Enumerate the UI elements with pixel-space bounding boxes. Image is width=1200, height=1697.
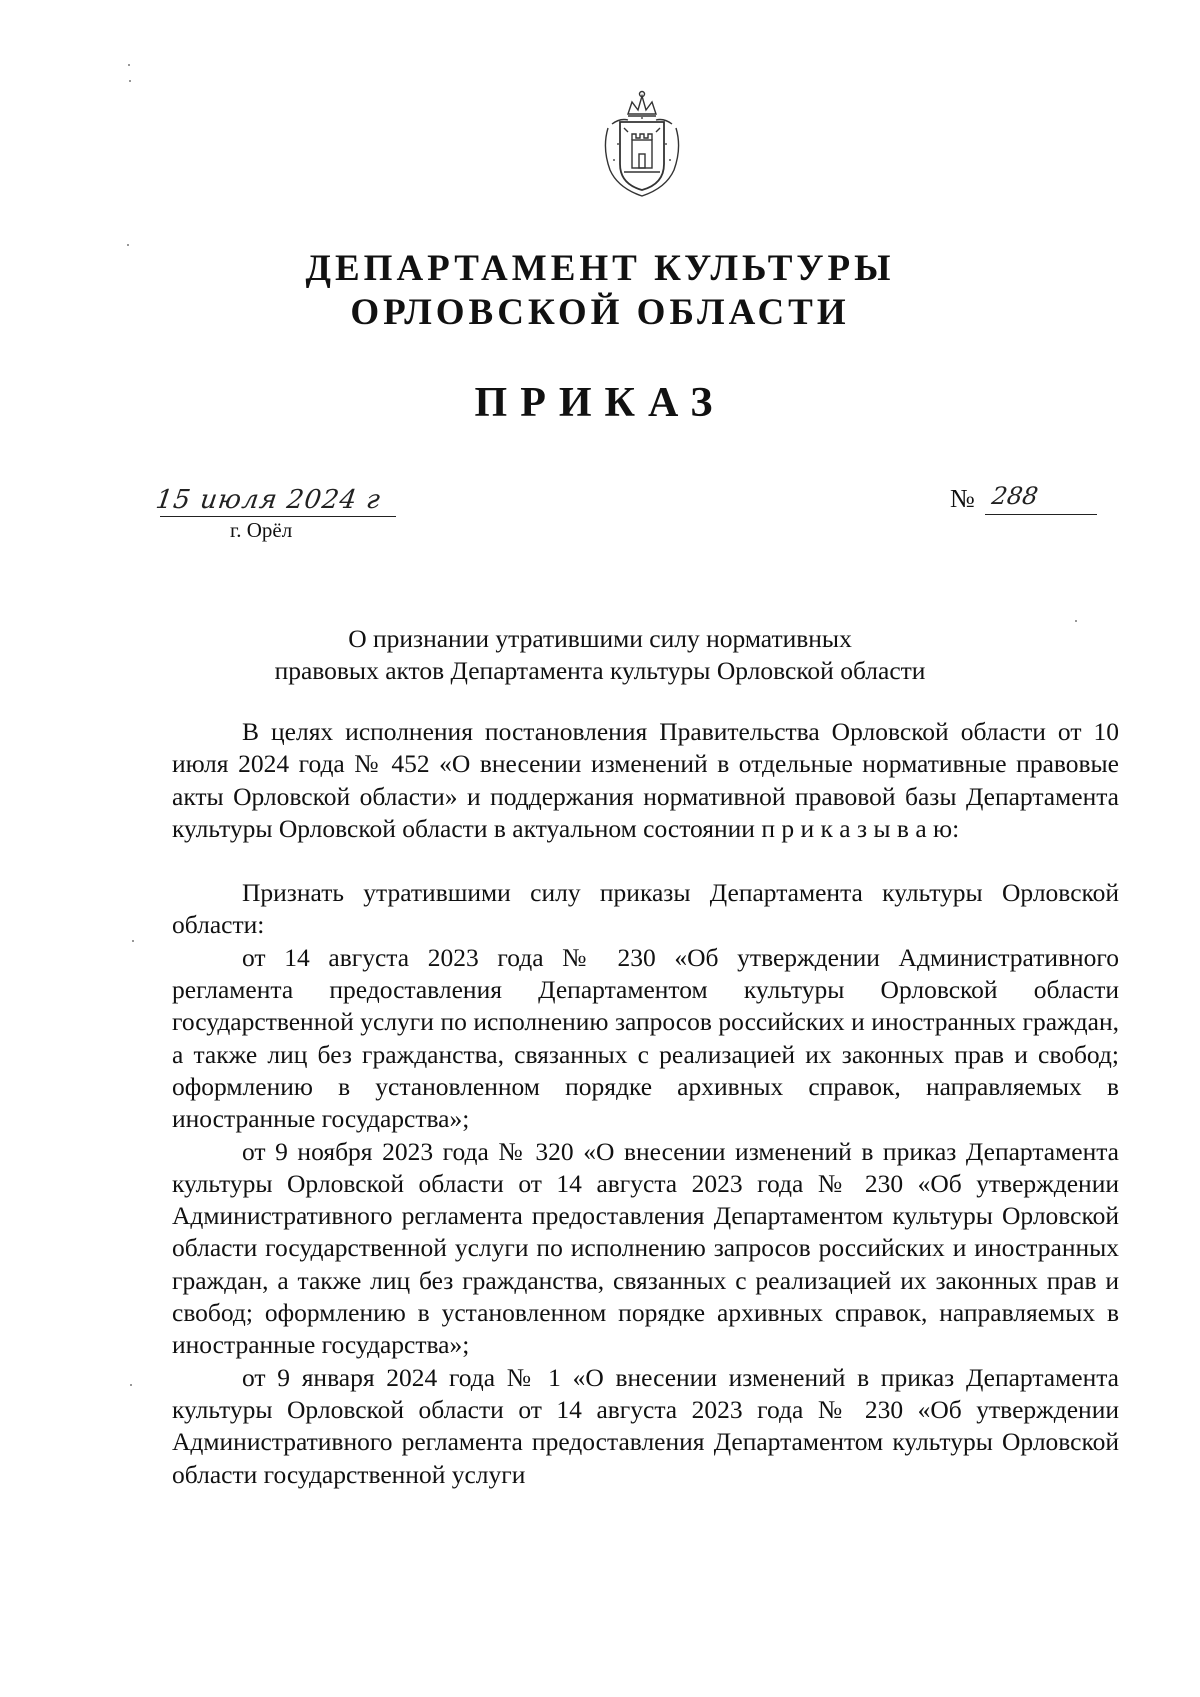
coat-of-arms-icon: [598, 88, 686, 200]
preamble-text: В целях исполнения постановления Правительства Орловской области от 10 июля 2024 года № 452 «О внесении изменений в отдельные нормативные правовые акты Орловской области» и поддержания нормативной правовой базы Департамента культуры Орловской области в актуальном состоянии: [172, 717, 1119, 843]
department-name-line-2: ОРЛОВСКОЙ ОБЛАСТИ: [350, 292, 850, 333]
document-subject: [200, 623, 1000, 687]
document-body: [172, 716, 1119, 1491]
subject-line-1: О признании утратившими силу нормативных: [348, 624, 852, 653]
scan-speck: [132, 940, 134, 942]
department-name-line-1: ДЕПАРТАМЕНТ КУЛЬТУРЫ: [305, 248, 895, 289]
number-label: №: [950, 484, 975, 513]
decision-paragraph: Признать утратившими силу приказы Департамента культуры Орловской области:: [172, 878, 1119, 940]
repealed-order-2: от 9 ноября 2023 года № 320 «О внесении изменений в приказ Департамента культуры Орловской области от 14 августа 2023 года № 230 «Об утверждении Административного регламента предоставления Департаментом культуры Орловской области государственной услуги по исполнению запросов российских и иностранных граждан, а также лиц без гражданства, связанных с реализацией их законных прав и свобод; оформлению в установленном порядке архивных справок, направляемых в иностранные государства»;: [172, 1136, 1119, 1360]
scan-speck: [127, 244, 129, 246]
date-underline: [160, 516, 396, 517]
repealed-order-1: от 14 августа 2023 года № 230 «Об утверждении Административного регламента предоставления Департаментом культуры Орловской области государственной услуги по исполнению запросов российских и иностранных граждан, а также лиц без гражданства, связанных с реализацией их законных прав и свобод; оформлению в установленном порядке архивных справок, направляемых в иностранные государства»;: [172, 942, 1119, 1134]
scan-speck: [128, 64, 130, 66]
city-label: г. Орёл: [230, 518, 293, 542]
number-underline: [985, 514, 1097, 515]
scan-speck: [1075, 620, 1077, 622]
order-verb: п р и к а з ы в а ю:: [761, 813, 960, 843]
handwritten-date: 15 июля 2024 г: [153, 485, 383, 515]
repealed-order-3: от 9 января 2024 года № 1 «О внесении изменений в приказ Департамента культуры Орловской области от 14 августа 2023 года № 230 «Об утверждении Административного регламента предоставления Департаментом культуры Орловской области государственной услуги: [172, 1362, 1119, 1489]
subject-line-2: правовых актов Департамента культуры Орловской области: [274, 656, 926, 685]
preamble-paragraph: [172, 716, 1119, 845]
handwritten-number: 288: [990, 482, 1040, 510]
scan-speck: [130, 1384, 132, 1386]
document-type-title: ПРИКАЗ: [474, 380, 726, 426]
scan-speck: [129, 80, 131, 82]
